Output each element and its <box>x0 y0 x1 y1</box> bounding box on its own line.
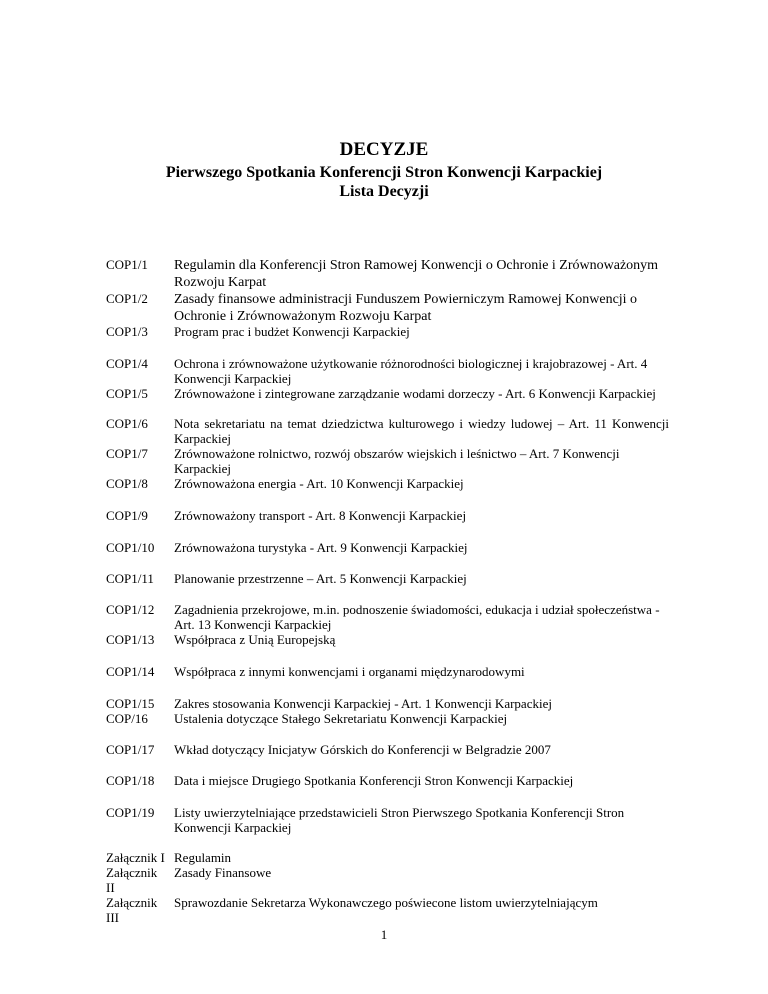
annex-text: Regulamin <box>174 850 232 865</box>
decision-code: COP1/7 <box>106 446 148 461</box>
decision-text: Zrównoważone i zintegrowane zarządzanie wodami dorzeczy - Art. 6 Konwencji Karpackiej <box>174 386 656 401</box>
decision-text: Regulamin dla Konferencji Stron Ramowej Konwencji o Ochronie i Zrównoważonym Rozwoju Karpat <box>174 258 659 290</box>
annex-code: Załącznik III <box>106 895 158 925</box>
decision-text: Program prac i budżet Konwencji Karpackiej <box>174 324 410 339</box>
document-title: DECYZJE <box>339 139 429 160</box>
list-title: Lista Decyzji <box>339 183 429 200</box>
decision-code: COP1/4 <box>106 356 148 371</box>
decision-text: Zakres stosowania Konwencji Karpackiej - Art. 1 Konwencji Karpackiej <box>174 696 552 711</box>
decision-code: COP/16 <box>106 711 148 726</box>
decision-code: COP1/8 <box>106 476 148 491</box>
decision-code: COP1/15 <box>106 696 155 711</box>
decision-code: COP1/3 <box>106 324 148 339</box>
decision-text: Listy uwierzytelniające przedstawicieli Stron Pierwszego Spotkania Konferencji Stron Konwencji Karpackiej <box>174 805 625 835</box>
decision-text: Zasady finansowe administracji Funduszem Powierniczym Ramowej Konwencji o Ochronie i Zrównoważonym Rozwoju Karpat <box>174 292 638 324</box>
decision-text: Planowanie przestrzenne – Art. 5 Konwencji Karpackiej <box>174 571 467 586</box>
decision-code: COP1/18 <box>106 773 155 788</box>
annex-text: Zasady Finansowe <box>174 865 272 880</box>
decision-text: Współpraca z Unią Europejską <box>174 632 336 647</box>
annex-code: Załącznik I <box>106 850 165 865</box>
decision-text: Zrównoważony transport - Art. 8 Konwencji Karpackiej <box>174 508 467 523</box>
decision-text: Zagadnienia przekrojowe, m.in. podnoszenie świadomości, edukacja i udział społeczeństwa - Art. 13 Konwencji Karpackiej <box>174 602 660 632</box>
decision-code: COP1/2 <box>106 291 148 306</box>
decision-code: COP1/17 <box>106 742 155 757</box>
decision-code: COP1/1 <box>106 257 148 272</box>
decision-text: Wkład dotyczący Inicjatyw Górskich do Konferencji w Belgradzie 2007 <box>174 742 551 757</box>
decision-code: COP1/19 <box>106 805 155 820</box>
decision-code: COP1/14 <box>106 664 155 679</box>
annex-text: Sprawozdanie Sekretarza Wykonawczego poświecone listom uwierzytelniającym <box>174 895 598 910</box>
decision-code: COP1/11 <box>106 571 154 586</box>
decision-text: Nota sekretariatu na temat dziedzictwa kulturowego i wiedzy ludowej – Art. 11 Konwencji Karpackiej <box>174 416 669 446</box>
decision-text: Ochrona i zrównoważone użytkowanie różnorodności biologicznej i krajobrazowej - Art. 4 Konwencji Karpackiej <box>174 356 648 386</box>
decision-code: COP1/13 <box>106 632 155 647</box>
decision-code: COP1/12 <box>106 602 155 617</box>
decision-text: Data i miejsce Drugiego Spotkania Konferencji Stron Konwencji Karpackiej <box>174 773 574 788</box>
decision-code: COP1/9 <box>106 508 148 523</box>
decision-text: Ustalenia dotyczące Stałego Sekretariatu Konwencji Karpackiej <box>174 711 508 726</box>
annex-code: Załącznik II <box>106 865 158 895</box>
document-subtitle: Pierwszego Spotkania Konferencji Stron Konwencji Karpackiej <box>165 164 603 181</box>
decision-code: COP1/10 <box>106 540 155 555</box>
decision-code: COP1/6 <box>106 416 148 431</box>
decision-text: Zrównoważona energia - Art. 10 Konwencji Karpackiej <box>174 476 464 491</box>
page-number: 1 <box>380 927 388 942</box>
decision-text: Zrównoważona turystyka - Art. 9 Konwencji Karpackiej <box>174 540 468 555</box>
decision-text: Współpraca z innymi konwencjami i organami międzynarodowymi <box>174 664 525 679</box>
decision-text: Zrównoważone rolnictwo, rozwój obszarów wiejskich i leśnictwo – Art. 7 Konwencji Karpackiej <box>174 446 620 476</box>
decision-code: COP1/5 <box>106 386 148 401</box>
